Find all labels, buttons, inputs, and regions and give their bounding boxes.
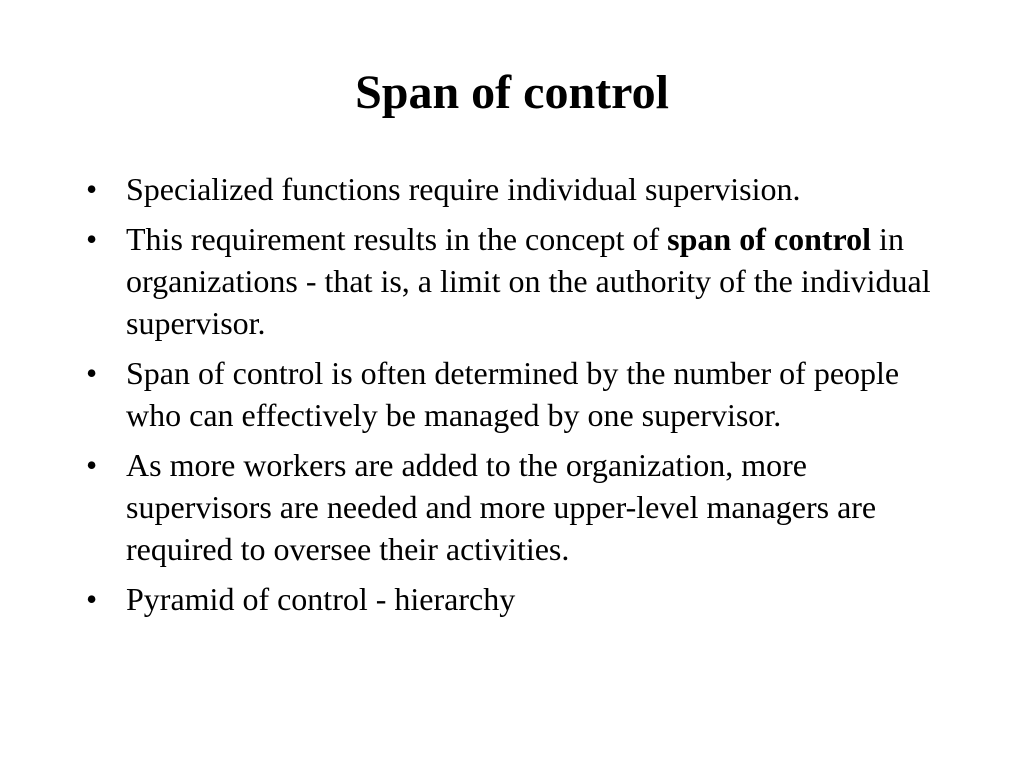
bullet-text: Pyramid of control - hierarchy (126, 581, 516, 617)
bullet-item-5 (86, 578, 946, 620)
bullet-text: Specialized functions require individual supervision. (126, 171, 801, 207)
bullet-icon: • (86, 171, 98, 207)
bullet-text-emphasis: span of control (667, 221, 872, 257)
bullet-icon: • (86, 355, 98, 391)
bullet-list (86, 168, 946, 628)
bullet-text-after: in organizations - that is, a limit on the authority of the individual supervisor. (126, 221, 931, 341)
bullet-text: As more workers are added to the organization, more supervisors are needed and more upper-level managers are required to oversee their activities. (126, 447, 877, 567)
bullet-item-3 (86, 352, 946, 436)
bullet-icon: • (86, 447, 98, 483)
bullet-text: Span of control is often determined by the number of people who can effectively be managed by one supervisor. (126, 355, 900, 433)
bullet-item-1 (86, 168, 946, 210)
bullet-text-before: This requirement results in the concept of (126, 221, 668, 257)
bullet-icon: • (86, 221, 98, 257)
bullet-item-2 (86, 218, 946, 344)
bullet-item-4 (86, 444, 946, 570)
slide-title: Span of control (355, 66, 669, 119)
bullet-icon: • (86, 581, 98, 617)
